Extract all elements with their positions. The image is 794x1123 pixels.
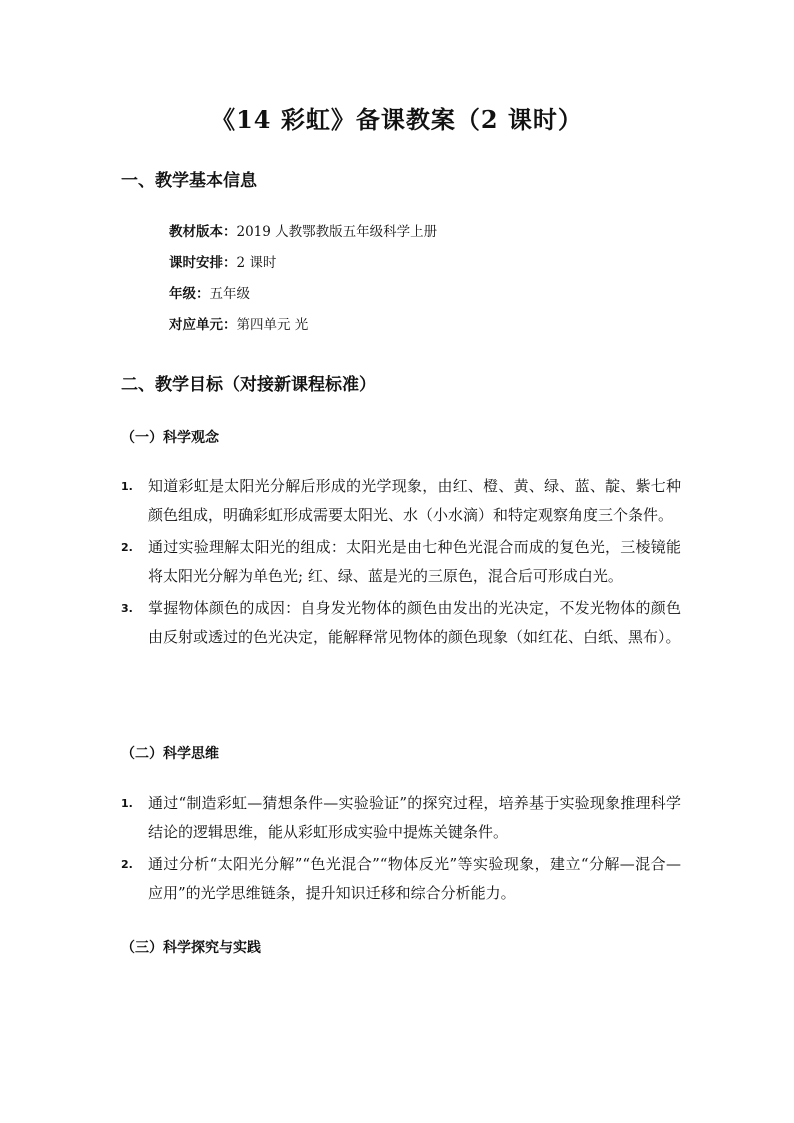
item-number: 1. [121,797,133,810]
info-value: 五年级 [209,286,250,302]
item-number: 3. [121,602,133,615]
list-item [121,533,681,591]
info-value: 2 课时 [236,255,277,271]
subsection-heading-concepts: （一）科学观念 [121,430,219,446]
item-text: 通过实验理解太阳光的组成：太阳光是由七种色光混合而成的复色光，三棱镜能将太阳光分解为单色光; 红、绿、蓝是光的三原色，混合后可形成白光。 [148,538,681,585]
item-number: 1. [121,480,133,493]
section-heading-basic-info: 一、教学基本信息 [121,171,257,191]
info-row-unit [169,310,689,341]
info-label: 课时安排： [169,255,237,271]
list-item [121,850,681,908]
info-label: 年级： [169,286,210,302]
subsection-heading-inquiry: （三）科学探究与实践 [121,940,261,956]
info-label: 教材版本： [169,224,237,240]
item-text: 掌握物体颜色的成因：自身发光物体的颜色由发出的光决定，不发光物体的颜色由反射或透过的色光决定，能解释常见物体的颜色现象（如红花、白纸、黑布）。 [148,599,681,646]
concepts-list [121,472,681,655]
info-row-textbook [169,217,689,248]
info-value: 第四单元 光 [236,317,309,333]
list-item [121,594,681,652]
subsection-heading-thinking: （二）科学思维 [121,746,219,762]
item-text: 知道彩虹是太阳光分解后形成的光学现象，由红、橙、黄、绿、蓝、靛、紫七种颜色组成，明确彩虹形成需要太阳光、水（小水滴）和特定观察角度三个条件。 [148,477,681,524]
thinking-list [121,789,681,911]
info-row-schedule [169,248,689,279]
item-number: 2. [121,541,133,554]
item-number: 2. [121,858,133,871]
item-text: 通过“制造彩虹—猜想条件—实验验证”的探究过程，培养基于实验现象推理科学结论的逻辑思维，能从彩虹形成实验中提炼关键条件。 [148,794,681,841]
list-item [121,789,681,847]
document-title: 《14 彩虹》备课教案（2 课时） [211,105,583,134]
section-heading-objectives: 二、教学目标（对接新课程标准） [121,375,376,395]
info-label: 对应单元： [169,317,237,333]
info-value: 2019 人教鄂教版五年级科学上册 [236,224,438,240]
info-row-grade [169,279,689,310]
item-text: 通过分析“太阳光分解”“色光混合”“物体反光”等实验现象，建立“分解—混合—应用”的光学思维链条，提升知识迁移和综合分析能力。 [148,855,681,902]
basic-info-block [169,217,689,341]
list-item [121,472,681,530]
